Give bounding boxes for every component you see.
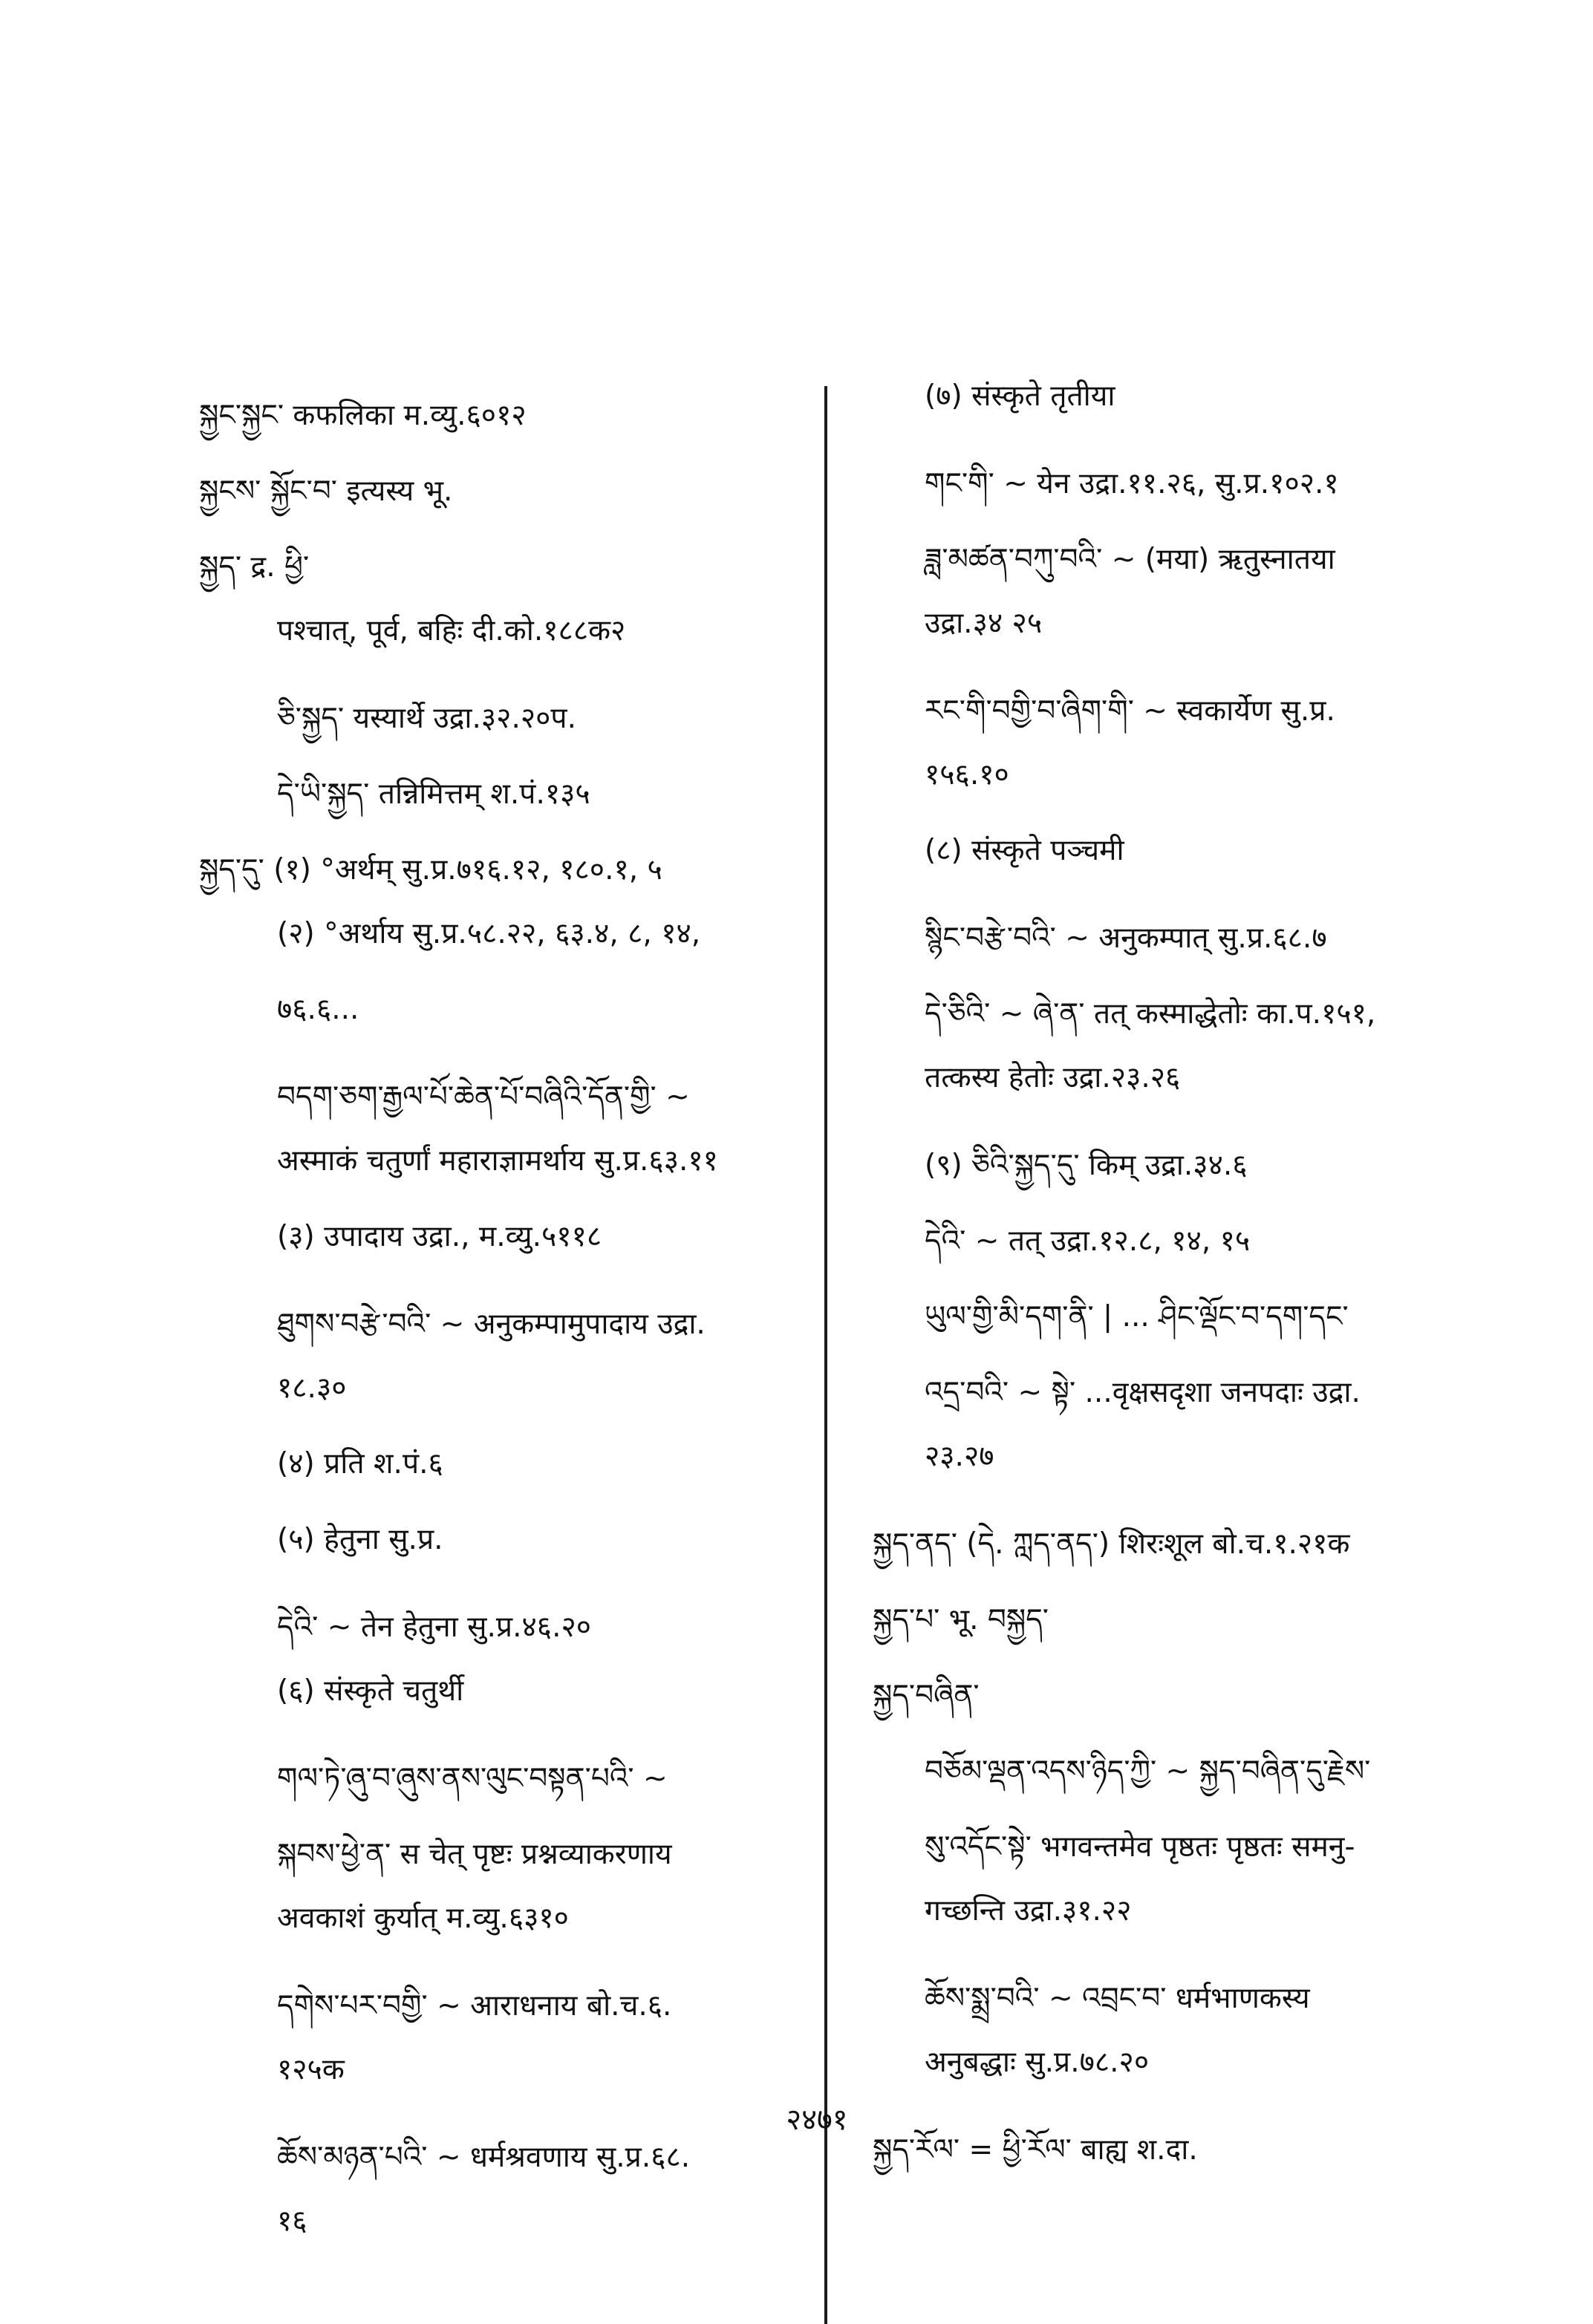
- entry-line: ཆོས་སྨྲ་བའི་ ~ འབྲང་བ་ धर्मभाणकस्य: [925, 1982, 1310, 2015]
- entry-line: འདྲ་བའི་ ~ སྟེ་ ...वृक्षसदृशा जनपदाः उद्रा.: [925, 1376, 1361, 1409]
- entry-line: སྐྱད་པ་ भू. བསྐྱད་: [873, 1603, 1049, 1636]
- entry-line: དེའི་ ~ तेन हेतुना सु.प्र.४६.२०: [277, 1610, 592, 1644]
- entry-line: དེའི་ ~ तत् उद्रा.१२.८, १४, १५: [925, 1224, 1251, 1258]
- entry-line: तत्कस्य हेतोः उद्रा.२३.२६: [925, 1061, 1181, 1094]
- entry-line: (७) संस्कृते तृतीया: [925, 379, 1115, 413]
- entry-line: अवकाशं कुर्यात् म.व्यु.६३१०: [277, 1902, 569, 1935]
- entry-line: བདག་ཅག་རྒྱལ་པོ་ཆེན་པོ་བཞིའི་དོན་གྱི་ ~: [277, 1080, 690, 1114]
- entry-line: अनुबद्धाः सु.प्र.७८.२०: [925, 2046, 1150, 2079]
- entry-line: ७६.६...: [277, 993, 359, 1026]
- entry-line: १८.३०: [277, 1371, 347, 1405]
- entry-line: བཅོམ་ལྡན་འདས་ཉིད་ཀྱི་ ~ སྐྱད་བཞིན་དུ་རྗེས་: [925, 1755, 1371, 1788]
- entry-line: १२५क: [277, 2053, 345, 2086]
- entry-line: १६: [277, 2204, 307, 2238]
- entry-line: (४) प्रति श.पं.६: [277, 1447, 443, 1481]
- entry-line: དགེས་པར་བགྱི་ ~ आराधनाय बो.च.६.: [277, 1989, 672, 2023]
- entry-line: ཆོས་མཉན་པའི་ ~ धर्मश्रवणाय सु.प्र.६८.: [277, 2141, 691, 2174]
- entry-line: སྐྱད་ द्र. ཕྱི་: [199, 550, 310, 584]
- entry-line: (६) संस्कृते चतुर्थी: [277, 1674, 464, 1708]
- entry-line: རང་གི་བགྱི་བ་ཞིག་གི་ ~ स्वकार्येण सु.प्र.: [925, 694, 1335, 728]
- entry-line: (२) °अर्थाय सु.प्र.५८.२२, ६३.४, ८, १४,: [277, 917, 701, 950]
- entry-line: १५६.१०: [925, 758, 1009, 791]
- entry-line: སྐྱད་ནད་ (དེ. ཀླད་ནད་) शिरःशूल बो.च.१.२१क: [873, 1527, 1350, 1561]
- entry-line: ཟླ་མཚན་བཀུ་བའི་ ~ (मया) ऋतुस्नातया: [925, 543, 1335, 576]
- page-number: २४७१: [786, 2103, 848, 2137]
- entry-line: སྐྱངས་ སྐྱོང་བ་ इत्यस्य भू.: [199, 474, 453, 508]
- entry-line: ཡུལ་གྱི་མི་དག་ནི་ | ... ཤིང་ལྡོང་བ་དག་དང་: [925, 1300, 1349, 1334]
- entry-line: སུ་འདོང་སྟེ་ भगवन्तमेव पृष्ठतः पृष्ठतः समनु-: [925, 1830, 1355, 1864]
- entry-line: སྐྱད་རོལ་ = ཕྱི་རོལ་ बाह्य श.दा.: [873, 2133, 1198, 2167]
- column-divider: [824, 386, 827, 2324]
- entry-line: पश्चात्, पूर्व, बहिः दी.को.१८८क२: [277, 614, 626, 647]
- entry-line: (८) संस्कृते पञ्चमी: [925, 834, 1124, 867]
- entry-line: ཅི་སྐྱད་ यस्यार्थे उद्रा.३२.२०प.: [277, 702, 576, 735]
- entry-line: དེ་ཅིའི་ ~ ཞེ་ན་ तत् कस्माद्धेतोः का.प.१५१,: [925, 997, 1376, 1031]
- entry-line: སྐྱང་སྐྱང་ कफलिका म.व्यु.६०१२: [199, 399, 527, 432]
- entry-line: ཐུགས་བརྩེ་བའི་ ~ अनुकम्पामुपादाय उद्रा.: [277, 1308, 706, 1341]
- entry-line: གང་གི་ ~ येन उद्रा.११.२६, सु.प्र.१०२.१: [925, 467, 1339, 500]
- entry-line: (५) हेतुना सु.प्र.: [277, 1523, 443, 1556]
- entry-line: २३.२७: [925, 1440, 994, 1473]
- entry-line: དེ་ཡི་སྐྱད་ तन्निमित्तम् श.पं.१३५: [277, 777, 590, 811]
- entry-line: (३) उपादाय उद्रा., म.व्यु.५११८: [277, 1220, 602, 1253]
- entry-line: गच्छन्ति उद्रा.३१.२२: [925, 1894, 1132, 1928]
- entry-line: སྐབས་ཕྱེ་ན་ स चेत् पृष्टः प्रश्नव्याकरणाय: [277, 1838, 672, 1871]
- entry-line: སྙིང་བརྩེ་བའི་ ~ अनुकम्पात् सु.प्र.६८.७: [925, 921, 1327, 955]
- entry-line: གལ་ཏེ་ཞུ་བ་ཞུས་ནས་ལུང་བསྟན་པའི་ ~: [277, 1762, 668, 1795]
- entry-line: अस्माकं चतुर्णां महाराज्ञामर्थाय सु.प्र.६३.११: [277, 1144, 718, 1178]
- entry-line: སྐྱད་དུ་ (१) °अर्थम् सु.प्र.७१६.१२, १८०.१, ५: [199, 853, 662, 887]
- entry-line: (९) ཅིའི་སྐྱད་དུ་ किम् उद्रा.३४.६: [925, 1149, 1248, 1182]
- entry-line: उद्रा.३४ २५: [925, 607, 1043, 640]
- entry-line: སྐྱད་བཞིན་: [873, 1679, 980, 1712]
